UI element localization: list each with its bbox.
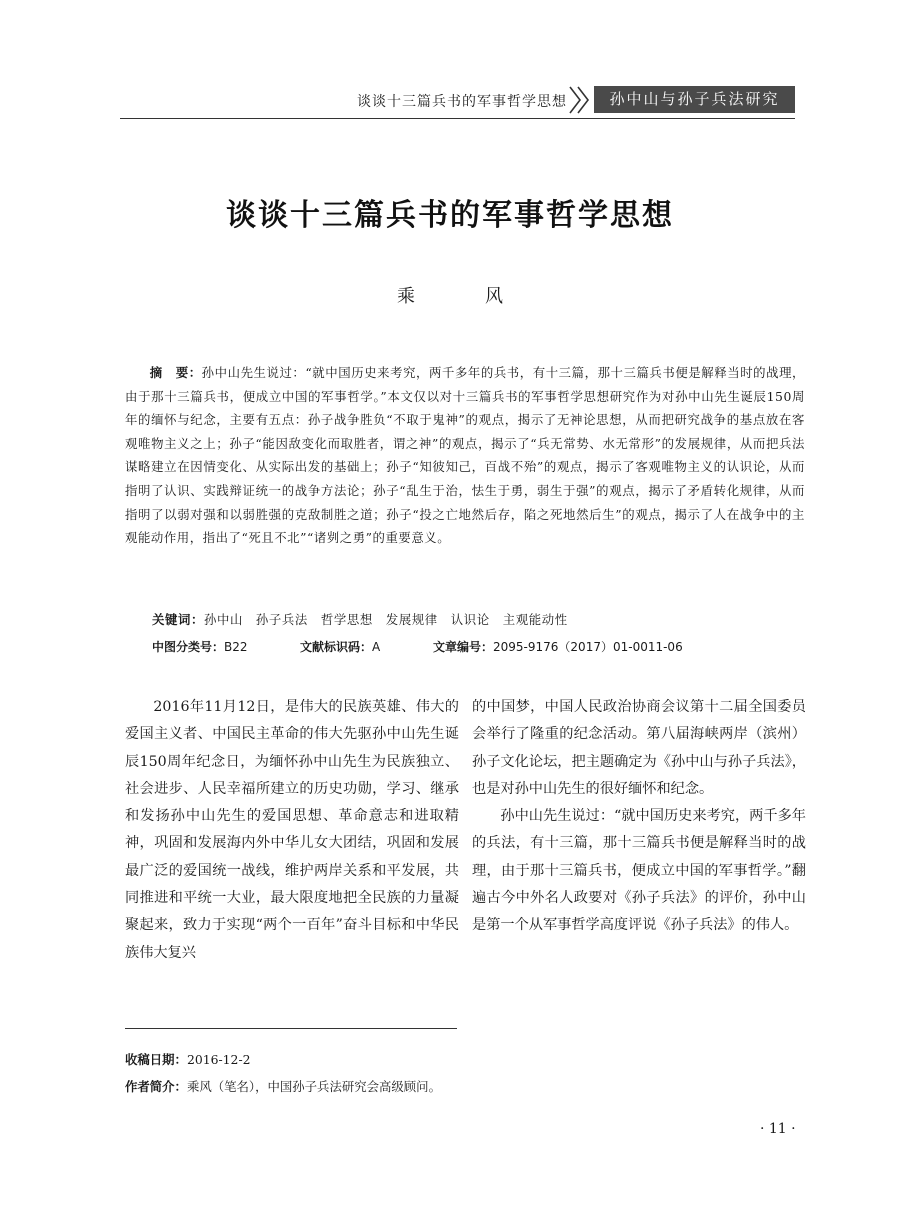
header-rule	[120, 118, 795, 119]
clc-value: B22	[224, 640, 248, 654]
body-paragraph: 2016年11月12日，是伟大的民族英雄、伟大的爱国主义者、中国民主革命的伟大先驱孙中山先生诞辰150周年纪念日，为缅怀孙中山先生为民族独立、社会进步、人民幸福所建立的历史功勋，学习、继承和发扬孙中山先生的爱国思想、革命意志和进取精神，巩固和发展海内外中华儿女大团结，巩固和发展最广泛的爱国统一战线，维护两岸关系和平发展，共同推进和平统一大业，最大限度地把全民族的力量凝聚起来，致力于实现“两个一百年”奋斗目标和中华民族伟大复兴	[125, 699, 459, 961]
abstract-text: 孙中山先生说过：“就中国历史来考究，两千多年的兵书，有十三篇，那十三篇兵书便是解释当时的战理，由于那十三篇兵书，便成立中国的军事哲学。”本文仅以对十三篇兵书的军事哲学思想研究作为对孙中山先生诞辰150周年的缅怀与纪念，主要有五点：孙子战争胜负“不取于鬼神”的观点，揭示了无神论思想，从而把研究战争的基点放在客观唯物主义之上；孙子“能因敌变化而取胜者，谓之神”的观点，揭示了“兵无常势、水无常形”的发展规律，从而把兵法谋略建立在因情变化、从实际出发的基础上；孙子“知彼知己，百战不殆”的观点，揭示了客观唯物主义的认识论，从而指明了认识、实践辩证统一的战争方法论；孙子“乱生于治，怯生于勇，弱生于强”的观点，揭示了矛盾转化规律，从而指明了以弱对强和以弱胜强的克敌制胜之道；孙子“投之亡地然后存，陷之死地然后生”的观点，揭示了人在战争中的主观能动作用，指出了“死且不北”“诸刿之勇”的重要意义。	[125, 365, 806, 546]
author-bio-value: 乘风（笔名），中国孙子兵法研究会高级顾问。	[186, 1079, 441, 1094]
author-bio	[125, 1077, 441, 1095]
article-number-value: 2095-9176（2017）01-0011-06	[493, 640, 683, 654]
doc-code-label: 文献标识码：	[300, 640, 373, 654]
article-number-label: 文章编号：	[433, 640, 494, 654]
received-value: 2016-12-2	[186, 1052, 251, 1067]
article-number	[433, 638, 683, 655]
doc-code-value: A	[372, 640, 381, 654]
running-header-article-title: 谈谈十三篇兵书的军事哲学思想	[357, 94, 567, 110]
running-header-section: 孙中山与孙子兵法研究	[594, 86, 795, 113]
keywords-label: 关键词：	[152, 612, 204, 627]
article-title: 谈谈十三篇兵书的军事哲学思想	[226, 198, 674, 233]
keywords-text: 孙中山 孙子兵法 哲学思想 发展规律 认识论 主观能动性	[203, 612, 568, 627]
body-paragraph-continued: 的中国梦，中国人民政治协商会议第十二届全国委员会举行了隆重的纪念活动。第八届海峡两岸（滨州）孙子文化论坛，把主题确定为《孙中山与孙子兵法》，也是对孙中山先生的很好缅怀和纪念。	[472, 699, 806, 797]
body-column-right	[472, 694, 806, 940]
received-date	[125, 1050, 251, 1068]
abstract	[125, 361, 805, 550]
clc-label: 中图分类号：	[152, 640, 225, 654]
abstract-label: 摘 要：	[149, 365, 202, 380]
article-author: 乘 风	[397, 286, 529, 307]
author-bio-label: 作者简介：	[125, 1079, 187, 1094]
page-number: · 11 ·	[760, 1121, 796, 1137]
keywords	[152, 610, 568, 628]
received-label: 收稿日期：	[125, 1052, 187, 1067]
body-column-left	[125, 694, 459, 967]
body-paragraph: 孙中山先生说过：“就中国历史来考究，两千多年的兵法，有十三篇，那十三篇兵书便是解释当时的战理，由于那十三篇兵书，便成立中国的军事哲学。”翻遍古今中外名人政要对《孙子兵法》的评价，孙中山是第一个从军事哲学高度评说《孙子兵法》的伟人。	[472, 808, 806, 934]
document-code	[300, 638, 380, 655]
clc-number	[152, 638, 248, 655]
double-chevron-icon	[568, 86, 594, 114]
running-header	[120, 84, 795, 120]
footnote-rule	[125, 1028, 457, 1029]
